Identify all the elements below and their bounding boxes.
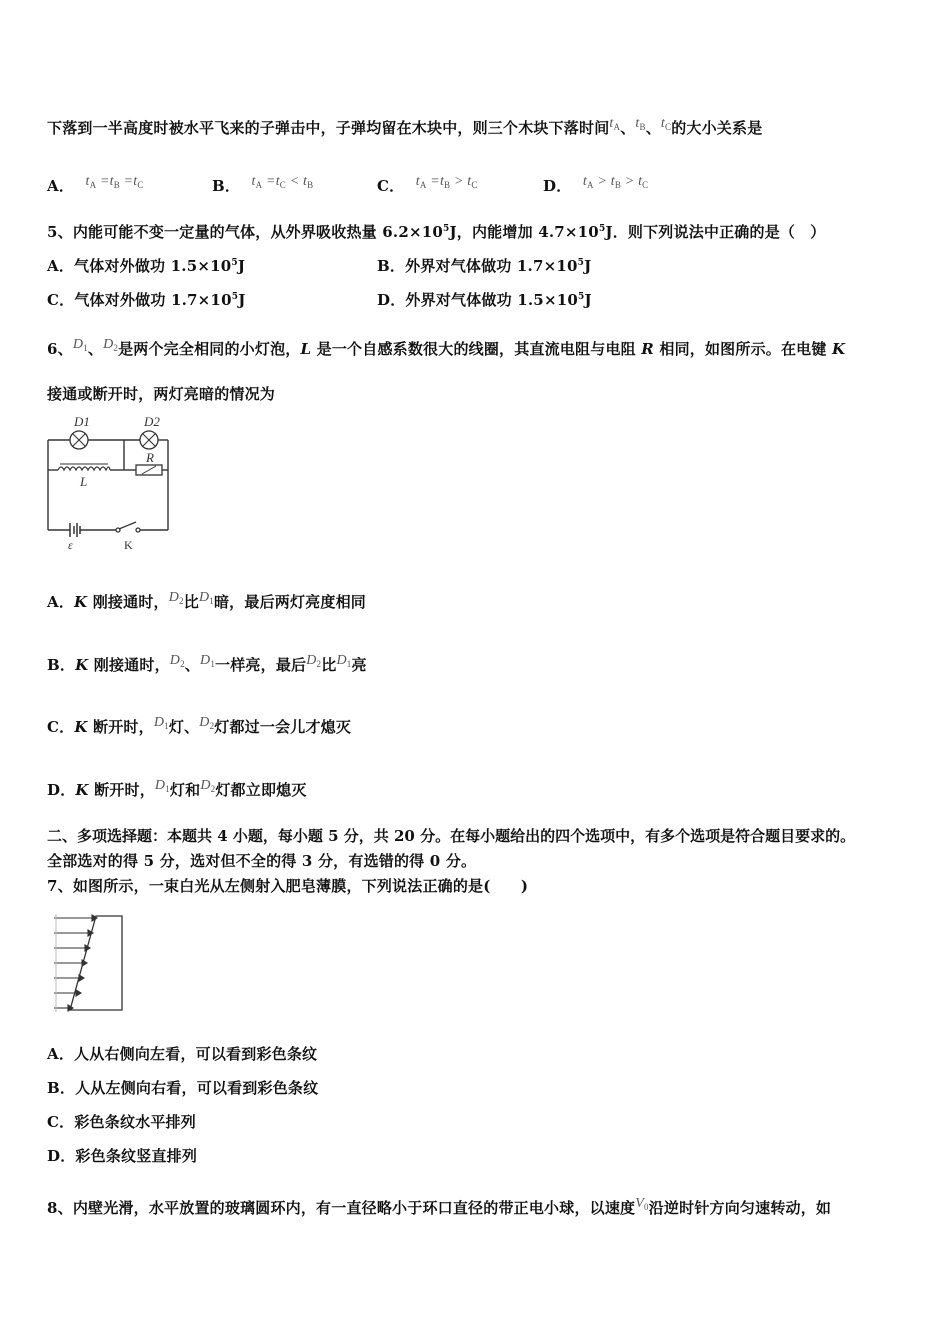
battery-icon <box>70 523 80 537</box>
q5-option-d[interactable]: D．外界对气体做功 $1.5\times 10^5J$ <box>377 291 592 309</box>
d2-label: D2 <box>144 414 160 429</box>
q4-stem-text-a: 下落到一半高度时被水平飞来的子弹击中，子弹均留在木块中，则三个木块下落时间 <box>47 119 610 137</box>
q8-stem: 8、内壁光滑，水平放置的玻璃圆环内，有一直径略小于环口直径的带正电小球，以速度$V_0$沿逆时针方向匀速转动，如 <box>47 1196 832 1217</box>
t-c-symbol: $t_C$ <box>660 116 672 132</box>
t-b-symbol: $t_B$ <box>635 116 646 132</box>
q6-stem-line2: 接通或断开时，两灯亮暗的情况为 <box>47 385 276 403</box>
inductor-coil-icon <box>58 467 110 470</box>
q5-option-c[interactable]: C．气体对外做功 $1.7\times 10^5J$ <box>47 291 246 309</box>
switch-icon <box>116 522 140 532</box>
q4-option-c[interactable] <box>377 172 478 196</box>
circuit-diagram <box>44 414 176 552</box>
option-label: D． <box>543 177 572 195</box>
q7-option-a[interactable]: A．人从右侧向左看，可以看到彩色条纹 <box>47 1045 318 1063</box>
r-label: R <box>146 450 154 465</box>
option-a-expr: $t_A =t_B =t_C$ <box>85 174 144 190</box>
q6-option-c[interactable]: C．K 断开时，$D_1$灯、$D_2$灯都过一会儿才熄灭 <box>47 715 352 736</box>
q4-option-d[interactable] <box>543 172 648 196</box>
option-d-expr: $t_A > t_B > t_C$ <box>582 174 649 190</box>
q7-option-c[interactable]: C．彩色条纹水平排列 <box>47 1113 196 1131</box>
q5-stem: 5、内能可能不变一定量的气体，从外界吸收热量 $6.2\times 10^5J$，内能增加 $4.7\times 10^5J$．则下列说法中正确的是（ ） <box>47 223 826 241</box>
q4-sep-2: 、 <box>645 119 661 137</box>
t-a-symbol: $t_A$ <box>609 116 621 132</box>
d2-symbol: $D_2$ <box>103 337 119 353</box>
q4-stem <box>47 114 762 138</box>
q6-option-d[interactable]: D．K 断开时，$D_1$灯和$D_2$灯都立即熄灭 <box>47 778 307 799</box>
section2-heading-line1: 二、多项选择题：本题共 4 小题，每小题 5 分，共 20 分。在每小题给出的四个选项中，有多个选项是符合题目要求的。 <box>47 827 856 845</box>
d1-symbol: $D_1$ <box>72 337 88 353</box>
q6-stem-line1: 6、$D_1$、$D_2$是两个完全相同的小灯泡，L 是一个自感系数很大的线圈，其直流电阻与电阻 R 相同，如图所示。在电键 K <box>47 337 846 358</box>
q6-option-a[interactable]: A．K 刚接通时，$D_2$比$D_1$暗，最后两灯亮度相同 <box>47 590 366 611</box>
option-label: A． <box>47 177 75 195</box>
option-label: C． <box>377 177 405 195</box>
q4-sep-1: 、 <box>620 119 636 137</box>
q6-option-b[interactable]: B．K 刚接通时，$D_2$、$D_1$一样亮，最后$D_2$比$D_1$亮 <box>47 653 367 674</box>
q5-option-b[interactable]: B．外界对气体做功 $1.7\times 10^5J$ <box>377 257 592 275</box>
emf-label: ε <box>68 538 73 552</box>
option-label: B． <box>212 177 241 195</box>
option-b-expr: $t_A =t_C < t_B$ <box>251 174 314 190</box>
d1-label: D1 <box>74 414 90 429</box>
q7-stem: 7、如图所示，一束白光从左侧射入肥皂薄膜，下列说法正确的是( ) <box>47 877 529 895</box>
q4-option-a[interactable] <box>47 172 144 196</box>
k-label: K <box>124 538 133 552</box>
q7-option-d[interactable]: D．彩色条纹竖直排列 <box>47 1147 198 1165</box>
section2-heading-line2: 全部选对的得 5 分，选对但不全的得 3 分，有选错的得 0 分。 <box>47 852 477 870</box>
l-label: L <box>80 474 88 489</box>
soap-film-diagram <box>50 910 126 1014</box>
q4-option-b[interactable] <box>212 172 313 196</box>
q4-stem-text-b: 的大小关系是 <box>671 119 763 137</box>
option-c-expr: $t_A =t_B > t_C$ <box>415 174 478 190</box>
q7-option-b[interactable]: B．人从左侧向右看，可以看到彩色条纹 <box>47 1079 319 1097</box>
v0-symbol: $V_0$ <box>635 1196 649 1212</box>
q5-option-a[interactable]: A．气体对外做功 $1.5\times 10^5J$ <box>47 257 246 275</box>
